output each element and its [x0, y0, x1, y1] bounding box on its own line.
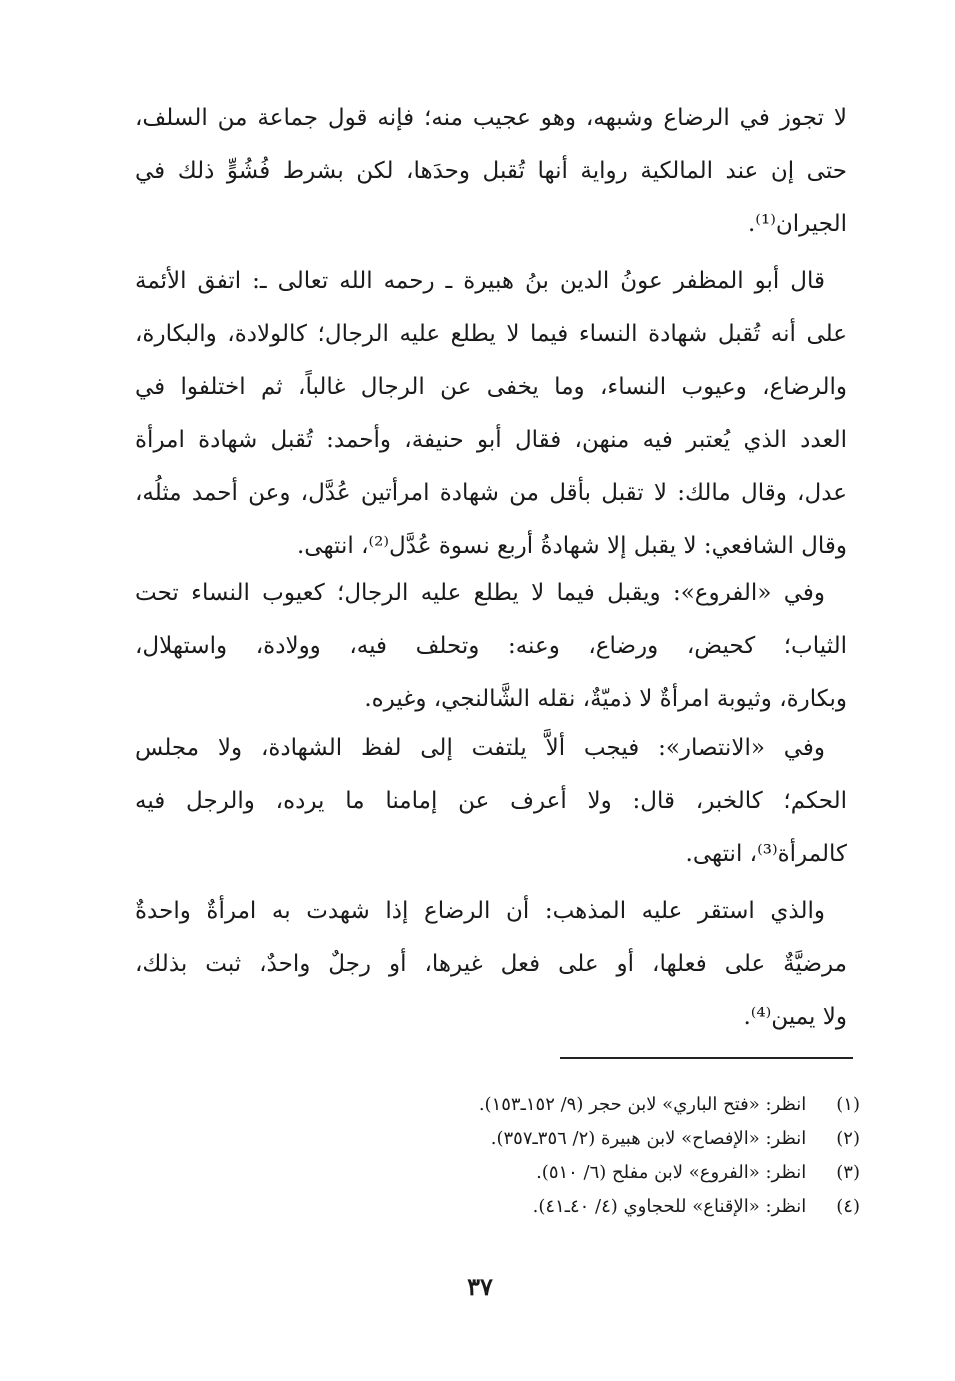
- footnote-number: (١): [836, 1094, 860, 1115]
- footnote-3: [300, 1156, 860, 1190]
- text-line: لا تجوز في الرضاع وشبهه، وهو عجيب منه؛ فإنه قول جماعة من السلف،: [135, 105, 847, 131]
- text-line: الجيران⁽¹⁾.: [747, 211, 847, 237]
- footnote-number: (٢): [836, 1128, 860, 1149]
- footnote-number: (٣): [836, 1162, 860, 1183]
- footnote-2: [300, 1122, 860, 1156]
- text-line: وبكارة، وثيوبة امرأةٌ لا ذميّةٌ، نقله الشَّالنجي، وغيره.: [364, 686, 847, 712]
- text-line: حتى إن عند المالكية رواية أنها تُقبل وحدَها، لكن بشرط فُشُوٍّ ذلك في: [135, 158, 847, 184]
- text-line: وفي «الفروع»: ويقبل فيما لا يطلع عليه الرجال؛ كعيوب النساء تحت: [135, 580, 825, 606]
- text-line: مرضيَّةٌ على فعلها، أو على فعل غيرها، أو رجلٌ واحدٌ، ثبت بذلك،: [135, 951, 847, 977]
- footnote-4: [300, 1190, 860, 1224]
- text-line: وفي «الانتصار»: فيجب ألاَّ يلتفت إلى لفظ الشهادة، ولا مجلس: [135, 735, 825, 761]
- text-line: كالمرأة⁽³⁾، انتهى.: [685, 841, 847, 867]
- text-line: عدل، وقال مالك: لا تقبل بأقل من شهادة امرأتين عُدَّل، وعن أحمد مثلُه،: [135, 480, 847, 506]
- text-line: الثياب؛ كحيض، ورضاع، وعنه: وتحلف فيه، وولادة، واستهلال،: [135, 633, 847, 659]
- paragraph-1: [135, 92, 847, 251]
- footnote-text: انظر: «الإفصاح» لابن هبيرة (٢/ ٣٥٦ـ٣٥٧).: [490, 1128, 807, 1149]
- text-line: وقال الشافعي: لا يقبل إلا شهادةُ أربع نسوة عُدَّل⁽²⁾، انتهى.: [296, 533, 847, 559]
- paragraph-4: [135, 722, 847, 881]
- footnote-number: (٤): [836, 1196, 860, 1217]
- footnote-1: [300, 1088, 860, 1122]
- paragraph-2: [135, 255, 847, 573]
- footnotes: [300, 1088, 860, 1224]
- paragraph-3: [135, 567, 847, 726]
- text-line: العدد الذي يُعتبر فيه منهن، فقال أبو حنيفة، وأحمد: تُقبل شهادة امرأة: [135, 427, 847, 453]
- text-line: على أنه تُقبل شهادة النساء فيما لا يطلع عليه الرجال؛ كالولادة، والبكارة،: [135, 321, 847, 347]
- text-line: والذي استقر عليه المذهب: أن الرضاع إذا شهدت به امرأةٌ واحدةٌ: [135, 898, 825, 924]
- text-line: ولا يمين⁽⁴⁾.: [743, 1004, 847, 1030]
- text-line: قال أبو المظفر عونُ الدين بنُ هبيرة ـ رحمه الله تعالى ـ: اتفق الأئمة: [135, 268, 826, 294]
- text-line: الحكم؛ كالخبر، قال: ولا أعرف عن إمامنا ما يرده، والرجل فيه: [135, 788, 847, 814]
- paragraph-5: [135, 885, 847, 1044]
- footnote-text: انظر: «فتح الباري» لابن حجر (٩/ ١٥٢ـ١٥٣).: [478, 1094, 807, 1115]
- text-line: والرضاع، وعيوب النساء، وما يخفى عن الرجال غالباً، ثم اختلفوا في: [135, 374, 847, 400]
- footnote-separator: [560, 1057, 853, 1059]
- footnote-text: انظر: «الفروع» لابن مفلح (٦/ ٥١٠).: [536, 1162, 807, 1183]
- footnote-text: انظر: «الإقناع» للحجاوي (٤/ ٤٠ـ٤١).: [532, 1196, 807, 1217]
- page-number: ٣٧: [467, 1272, 493, 1301]
